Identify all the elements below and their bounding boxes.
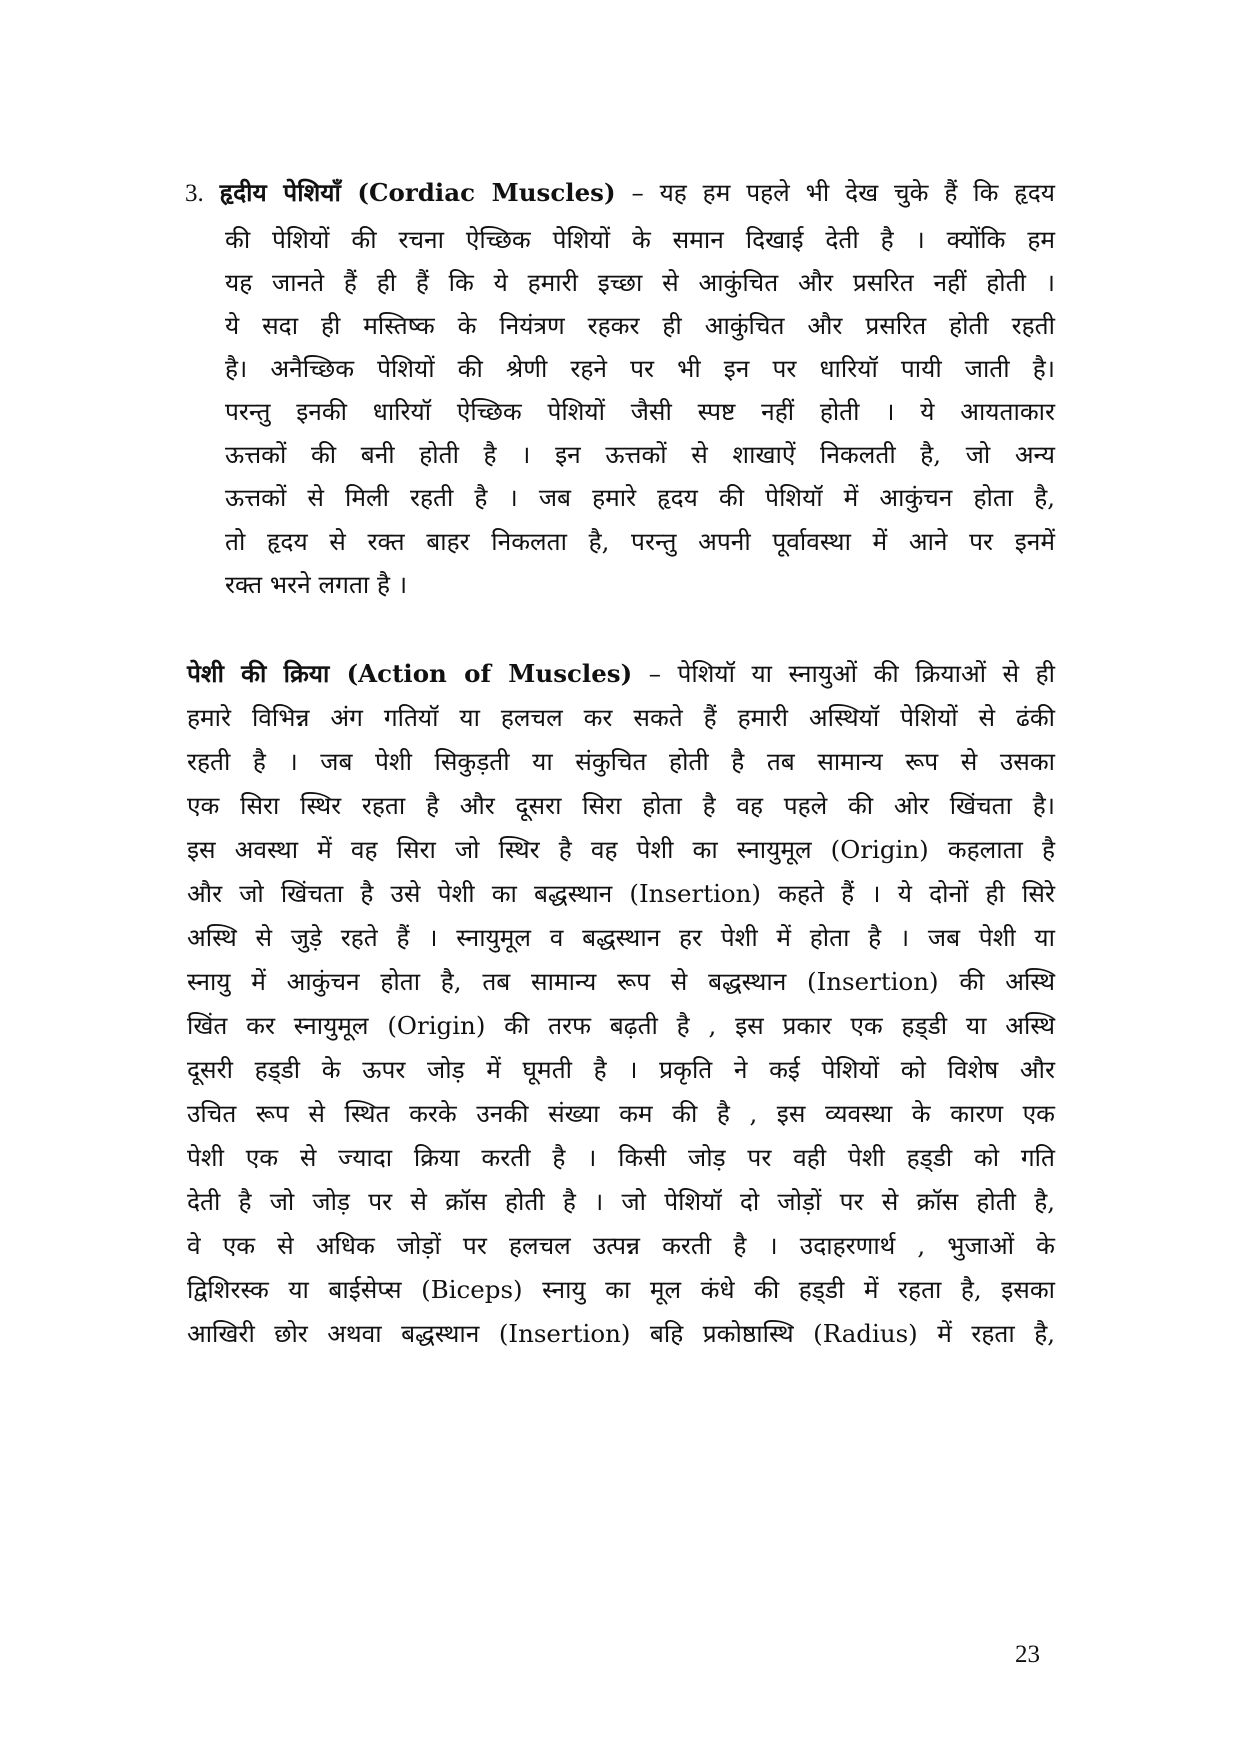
- section1-number: 3.: [185, 180, 204, 207]
- section1-line: – यह हम पहले भी देख चुके हैं कि हृदय: [631, 178, 1055, 207]
- section1-first-line: [185, 178, 1055, 209]
- section2-line: एक सिरा स्थिर रहता है और दूसरा सिरा होता है वह पहले की ओर खिंचता है।: [187, 791, 1055, 820]
- section2-first-line: [187, 659, 1055, 689]
- section2-line: स्नायु में आकुंचन होता है, तब सामान्य रूप से बद्धस्थान (Insertion) की अस्थि: [187, 967, 1055, 996]
- section2-line: और जो खिंचता है उसे पेशी का बद्धस्थान (Insertion) कहते हैं । ये दोनों ही सिरे: [187, 879, 1055, 908]
- section2-line: अस्थि से जुड़े रहते हैं । स्नायुमूल व बद्धस्थान हर पेशी में होता है । जब पेशी या: [187, 923, 1055, 952]
- page-number: 23: [1015, 1641, 1040, 1668]
- section1-line: तो हृदय से रक्त बाहर निकलता है, परन्तु अपनी पूर्वावस्था में आने पर इनमें: [225, 527, 1055, 556]
- section1-line: ऊत्तकों की बनी होती है । इन ऊत्तकों से शाखाऐं निकलती है, जो अन्य: [225, 440, 1055, 469]
- section2-line: वे एक से अधिक जोड़ों पर हलचल उत्पन्न करती है । उदाहरणार्थ , भुजाओं के: [187, 1231, 1055, 1260]
- section1-heading: हृदीय पेशियाँ (Cordiac Muscles): [219, 178, 616, 207]
- section2-line: हमारे विभिन्न अंग गतियॉ या हलचल कर सकते हैं हमारी अस्थियॉ पेशियों से ढंकी: [187, 703, 1055, 732]
- section2-line: द्विशिरस्क या बाईसेप्स (Biceps) स्नायु का मूल कंधे की हड्‌डी में रहता है, इसका: [187, 1275, 1055, 1304]
- section2-line: खिंत कर स्नायुमूल (Origin) की तरफ बढ़ती है , इस प्रकार एक हड्‌डी या अस्थि: [187, 1011, 1055, 1040]
- section2-line: – पेशियॉ या स्नायुओं की क्रियाओं से ही: [648, 659, 1055, 688]
- section1-line: है। अनैच्छिक पेशियों की श्रेणी रहने पर भी इन पर धारियॉ पायी जाती है।: [225, 354, 1055, 383]
- section2-line: देती है जो जोड़ पर से क्रॉस होती है । जो पेशियॉ दो जोड़ों पर से क्रॉस होती है,: [187, 1187, 1055, 1216]
- section1-line: ऊत्तकों से मिली रहती है । जब हमारे हृदय की पेशियॉ में आकुंचन होता है,: [225, 483, 1055, 512]
- section1-line: परन्तु इनकी धारियॉ ऐच्छिक पेशियों जैसी स्पष्ट नहीं होती । ये आयताकार: [225, 397, 1055, 426]
- section2-line: इस अवस्था में वह सिरा जो स्थिर है वह पेशी का स्नायुमूल (Origin) कहलाता है: [187, 835, 1055, 864]
- section1-line: ये सदा ही मस्तिष्क के नियंत्रण रहकर ही आकुंचित और प्रसरित होती रहती: [225, 311, 1055, 340]
- section1-line: की पेशियों की रचना ऐच्छिक पेशियों के समान दिखाई देती है । क्योंकि हम: [225, 225, 1055, 254]
- section2-line: पेशी एक से ज्यादा क्रिया करती है । किसी जोड़ पर वही पेशी हड्‌डी को गति: [187, 1143, 1055, 1172]
- section1-line-last: रक्त भरने लगता है ।: [225, 570, 408, 599]
- section2-heading: पेशी की क्रिया (Action of Muscles): [187, 659, 633, 688]
- section2-line: आखिरी छोर अथवा बद्धस्थान (Insertion) बहि प्रकोष्ठास्थि (Radius) में रहता है,: [187, 1319, 1055, 1348]
- section1-line: यह जानते हैं ही हैं कि ये हमारी इच्छा से आकुंचित और प्रसरित नहीं होती ।: [225, 268, 1055, 297]
- section2-line: रहती है । जब पेशी सिकुड़ती या संकुचित होती है तब सामान्य रूप से उसका: [187, 747, 1055, 776]
- section2-line: दूसरी हड्‌डी के ऊपर जोड़ में घूमती है । प्रकृति ने कई पेशियों को विशेष और: [187, 1055, 1055, 1084]
- section2-line: उचित रूप से स्थित करके उनकी संख्या कम की है , इस व्यवस्था के कारण एक: [187, 1099, 1055, 1128]
